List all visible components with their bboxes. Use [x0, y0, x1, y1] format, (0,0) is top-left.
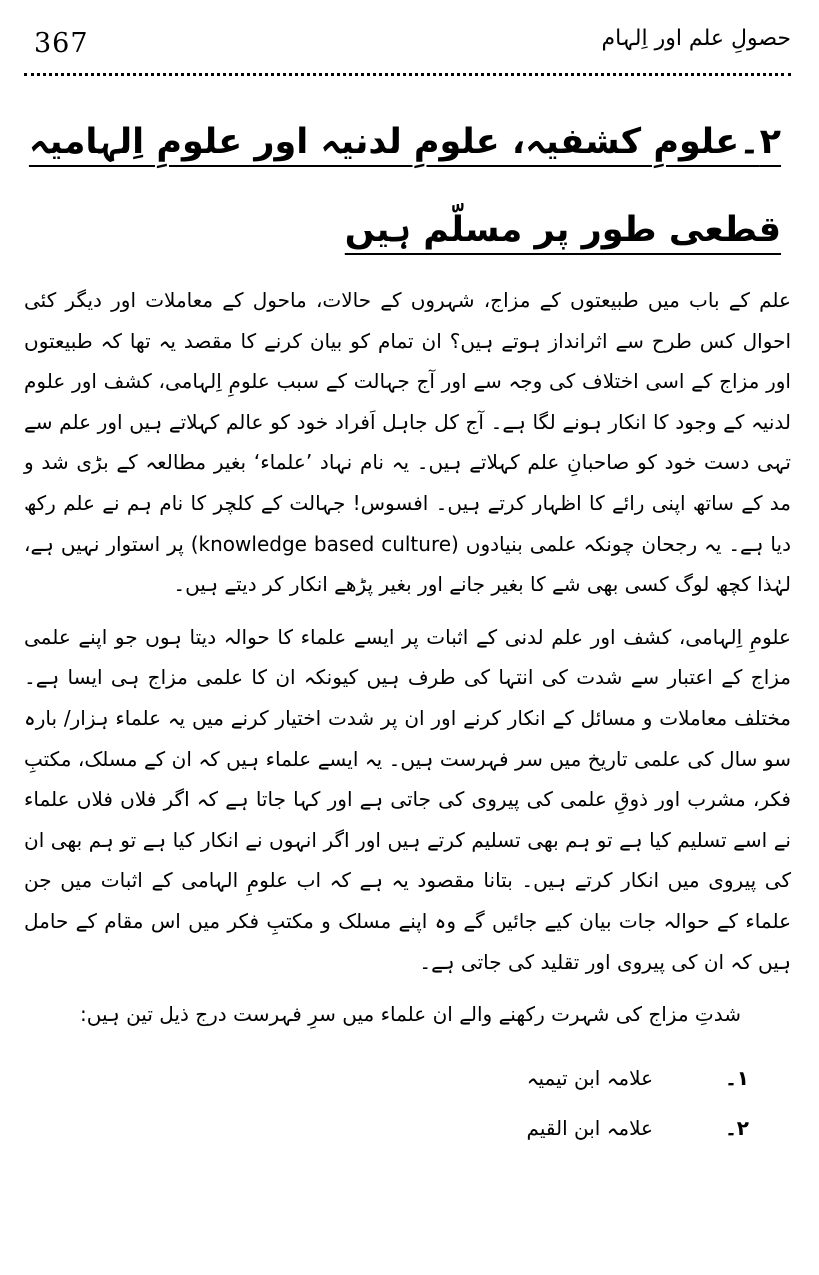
paragraph-2: علومِ اِلہامی، کشف اور علم لدنی کے اثبات پر ایسے علماء کا حوالہ دیتا ہوں جو اپنے علمی مزاج کے اعتبار سے شدت کی انتہا کی طرف ہیں کیونکہ ان کا علمی مزاج ہی ایسا ہے۔ مختلف معاملات و مسائل کے انکار کرنے اور ان پر شدت اختیار کرنے میں یہ علماء ہزار/ بارہ سو سال کی علمی تاریخ میں سر فہرست ہیں۔ یہ ایسے علماء ہیں کہ ان کے مسلک، مکتبِ فکر، مشرب اور ذوقِ علمی کی پیروی کی جاتی ہے اور کہا جاتا ہے کہ اگر فلاں فلاں علماء نے اسے تسلیم کیا ہے تو ہم بھی تسلیم کرتے ہیں اور اگر انہوں نے انکار کیا ہے تو ہم بھی ان کی پیروی میں انکار کرتے ہیں۔ بتانا مقصود یہ ہے کہ اب علومِ الہامی کے اثبات میں جن علماء کے حوالہ جات بیان کیے جائیں گے وہ اپنے مسلک و مکتبِ فکر میں اس مقام کے حامل ہیں کہ ان کی پیروی اور تقلید کی جاتی ہے۔ — [24, 624, 791, 974]
header-dotted-rule — [24, 73, 791, 76]
running-head: حصولِ علم اور اِلہام — [601, 26, 791, 51]
body-text — [24, 280, 791, 1153]
list-item-text: علامہ ابن تیمیہ — [526, 1065, 653, 1090]
list-item-text: علامہ ابن القیم — [526, 1115, 653, 1140]
list-item — [24, 1053, 791, 1103]
list-item-number: ۲۔ — [725, 1115, 749, 1140]
list-item — [24, 1103, 791, 1153]
page-number: 367 — [34, 28, 89, 59]
paragraph-1: علم کے باب میں طبیعتوں کے مزاج، شہروں کے حالات، ماحول کے معاملات اور دیگر کئی احوال کس طرح سے اثرانداز ہوتے ہیں؟ ان تمام کو بیان کرنے کا مقصد یہ تھا کہ طبیعتوں اور مزاج کے اسی اختلاف کی وجہ سے اور آج جہالت کے سبب علومِ اِلہامی، کشف اور علوم لدنیہ کے وجود کا انکار ہونے لگا ہے۔ آج کل جاہل اَفراد خود کو عالم کہلاتے ہیں اور علم سے تہی دست خود کو صاحبانِ علم کہلاتے ہیں۔ یہ نام نہاد ’علماء‘ بغیر مطالعہ کے بڑی شد و مد کے ساتھ اپنی رائے کا اظہار کرتے ہیں۔ افسوس! جہالت کے کلچر کا نام ہم نے علم رکھ دیا ہے۔ یہ رجحان چونکہ علمی بنیادوں (knowledge based culture) پر استوار نہیں ہے، لہٰذا کچھ لوگ کسی بھی شے کا بغیر جانے اور بغیر پڑھے انکار کر دیتے ہیں۔ — [24, 288, 791, 597]
chapter-title — [24, 98, 781, 274]
page-header — [24, 0, 791, 80]
chapter-title-text: ۲۔علومِ کشفیہ، علومِ لدنیہ اور علومِ اِلہامیہ قطعی طور پر مسلّم ہیں — [28, 122, 781, 250]
list-intro: شدتِ مزاج کی شہرت رکھنے والے ان علماء میں سرِ فہرست درج ذیل تین ہیں: — [80, 1002, 741, 1027]
scholars-list — [24, 1053, 791, 1153]
list-item-number: ۱۔ — [725, 1065, 749, 1090]
